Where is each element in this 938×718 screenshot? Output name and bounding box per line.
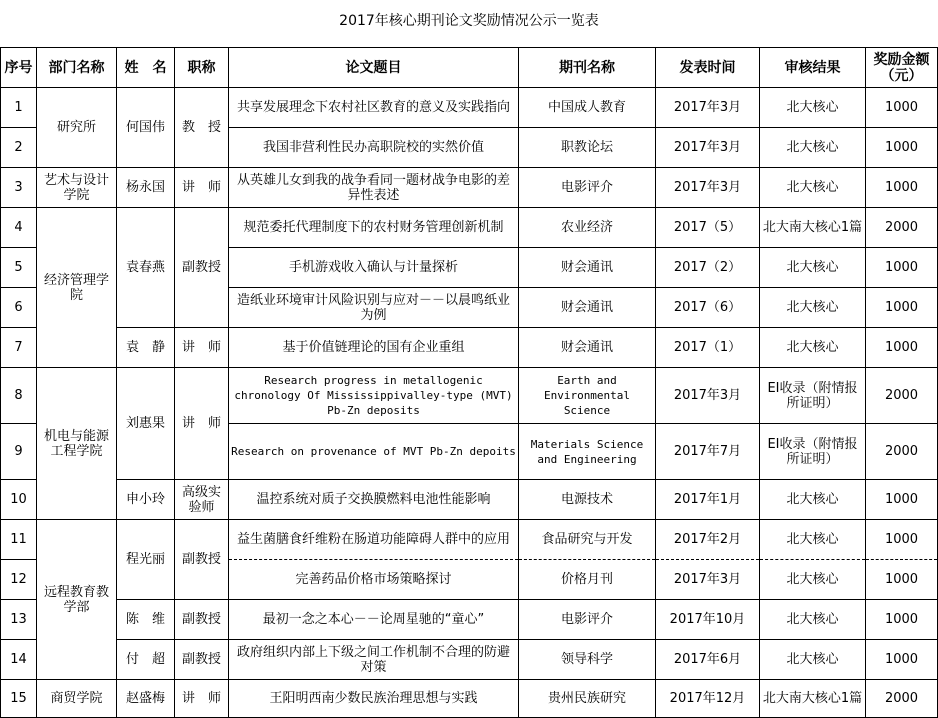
cell-amount: 2000 — [866, 424, 938, 480]
cell-result: 北大核心 — [760, 640, 866, 680]
cell-rank: 副教授 — [175, 520, 229, 600]
cell-result: 北大南大核心1篇 — [760, 208, 866, 248]
cell-rank: 讲 师 — [175, 168, 229, 208]
header-amount: 奖励金额（元） — [866, 48, 938, 88]
cell-date: 2017年3月 — [656, 88, 760, 128]
cell-rank: 副教授 — [175, 640, 229, 680]
cell-journal: 财会通讯 — [519, 288, 656, 328]
cell-journal: 农业经济 — [519, 208, 656, 248]
cell-no: 10 — [1, 480, 37, 520]
cell-no: 4 — [1, 208, 37, 248]
cell-amount: 1000 — [866, 248, 938, 288]
cell-no: 9 — [1, 424, 37, 480]
cell-journal: 电影评介 — [519, 168, 656, 208]
cell-result: 北大核心 — [760, 248, 866, 288]
cell-date: 2017年6月 — [656, 640, 760, 680]
cell-no: 8 — [1, 368, 37, 424]
cell-date: 2017（2） — [656, 248, 760, 288]
cell-journal: 食品研究与开发 — [519, 520, 656, 560]
cell-date: 2017年10月 — [656, 600, 760, 640]
cell-no: 6 — [1, 288, 37, 328]
cell-rank: 教 授 — [175, 88, 229, 168]
header-row — [1, 48, 938, 88]
cell-paper: 最初一念之本心－－论周星驰的“童心” — [229, 600, 519, 640]
table-row — [1, 600, 938, 640]
cell-result: 北大核心 — [760, 128, 866, 168]
cell-dept: 商贸学院 — [37, 680, 117, 718]
awards-table — [0, 47, 938, 718]
cell-amount: 1000 — [866, 520, 938, 560]
table-row — [1, 88, 938, 128]
cell-date: 2017（5） — [656, 208, 760, 248]
table-row — [1, 208, 938, 248]
cell-no: 5 — [1, 248, 37, 288]
cell-paper: 造纸业环境审计风险识别与应对－－以晨鸣纸业为例 — [229, 288, 519, 328]
cell-journal: 职教论坛 — [519, 128, 656, 168]
table-row — [1, 640, 938, 680]
cell-amount: 1000 — [866, 600, 938, 640]
cell-amount: 1000 — [866, 640, 938, 680]
cell-date: 2017年3月 — [656, 168, 760, 208]
cell-journal: 领导科学 — [519, 640, 656, 680]
table-row — [1, 328, 938, 368]
table-row — [1, 520, 938, 560]
cell-name: 付 超 — [117, 640, 175, 680]
cell-name: 杨永国 — [117, 168, 175, 208]
cell-no: 3 — [1, 168, 37, 208]
cell-result: EI收录（附情报所证明） — [760, 424, 866, 480]
cell-no: 2 — [1, 128, 37, 168]
table-row — [1, 168, 938, 208]
cell-journal: Earth and Environmental Science — [519, 368, 656, 424]
cell-no: 12 — [1, 560, 37, 600]
cell-rank: 讲 师 — [175, 368, 229, 480]
cell-result: 北大核心 — [760, 328, 866, 368]
header-no: 序号 — [1, 48, 37, 88]
cell-dept: 研究所 — [37, 88, 117, 168]
cell-journal: 价格月刊 — [519, 560, 656, 600]
cell-result: 北大核心 — [760, 88, 866, 128]
cell-journal: 电影评介 — [519, 600, 656, 640]
cell-name: 袁春燕 — [117, 208, 175, 328]
cell-amount: 1000 — [866, 560, 938, 600]
cell-name: 赵盛梅 — [117, 680, 175, 718]
cell-paper: 共享发展理念下农村社区教育的意义及实践指向 — [229, 88, 519, 128]
document-title: 2017年核心期刊论文奖励情况公示一览表 — [339, 13, 599, 29]
cell-journal: 贵州民族研究 — [519, 680, 656, 718]
cell-result: 北大核心 — [760, 520, 866, 560]
cell-name: 程光丽 — [117, 520, 175, 600]
cell-amount: 1000 — [866, 328, 938, 368]
cell-rank: 讲 师 — [175, 328, 229, 368]
cell-no: 7 — [1, 328, 37, 368]
cell-result: 北大核心 — [760, 480, 866, 520]
cell-dept: 经济管理学院 — [37, 208, 117, 368]
cell-result: 北大核心 — [760, 600, 866, 640]
cell-result: 北大南大核心1篇 — [760, 680, 866, 718]
cell-paper: 王阳明西南少数民族治理思想与实践 — [229, 680, 519, 718]
cell-paper: 基于价值链理论的国有企业重组 — [229, 328, 519, 368]
cell-paper: 从英雄儿女到我的战争看同一题材战争电影的差异性表述 — [229, 168, 519, 208]
table-row — [1, 480, 938, 520]
table-row — [1, 368, 938, 424]
cell-dept: 远程教育教学部 — [37, 520, 117, 680]
header-result: 审核结果 — [760, 48, 866, 88]
cell-result: 北大核心 — [760, 560, 866, 600]
cell-date: 2017（6） — [656, 288, 760, 328]
cell-amount: 1000 — [866, 168, 938, 208]
cell-no: 15 — [1, 680, 37, 718]
cell-paper: 手机游戏收入确认与计量探析 — [229, 248, 519, 288]
cell-name: 何国伟 — [117, 88, 175, 168]
cell-paper: 温控系统对质子交换膜燃料电池性能影响 — [229, 480, 519, 520]
cell-result: EI收录（附情报所证明） — [760, 368, 866, 424]
cell-rank: 高级实验师 — [175, 480, 229, 520]
cell-date: 2017年2月 — [656, 520, 760, 560]
cell-dept: 机电与能源工程学院 — [37, 368, 117, 520]
cell-rank: 副教授 — [175, 600, 229, 640]
cell-no: 11 — [1, 520, 37, 560]
cell-date: 2017（1） — [656, 328, 760, 368]
cell-result: 北大核心 — [760, 168, 866, 208]
cell-date: 2017年7月 — [656, 424, 760, 480]
cell-paper: 政府组织内部上下级之间工作机制不合理的防避对策 — [229, 640, 519, 680]
cell-paper: Research progress in metallogenic chronology Of Mississippivalley-type (MVT) Pb-Zn deposits — [229, 368, 519, 424]
cell-paper: 益生菌膳食纤维粉在肠道功能障碍人群中的应用 — [229, 520, 519, 560]
cell-journal: 财会通讯 — [519, 248, 656, 288]
cell-result: 北大核心 — [760, 288, 866, 328]
header-dept: 部门名称 — [37, 48, 117, 88]
cell-date: 2017年3月 — [656, 128, 760, 168]
header-paper: 论文题目 — [229, 48, 519, 88]
cell-journal: Materials Science and Engineering — [519, 424, 656, 480]
cell-no: 13 — [1, 600, 37, 640]
cell-journal: 中国成人教育 — [519, 88, 656, 128]
cell-paper: Research on provenance of MVT Pb-Zn depoits — [229, 424, 519, 480]
cell-paper: 规范委托代理制度下的农村财务管理创新机制 — [229, 208, 519, 248]
cell-date: 2017年3月 — [656, 368, 760, 424]
cell-amount: 2000 — [866, 368, 938, 424]
cell-date: 2017年12月 — [656, 680, 760, 718]
cell-no: 14 — [1, 640, 37, 680]
header-name: 姓 名 — [117, 48, 175, 88]
cell-dept: 艺术与设计学院 — [37, 168, 117, 208]
cell-rank: 副教授 — [175, 208, 229, 328]
cell-date: 2017年3月 — [656, 560, 760, 600]
cell-date: 2017年1月 — [656, 480, 760, 520]
cell-paper: 我国非营利性民办高职院校的实然价值 — [229, 128, 519, 168]
header-rank: 职称 — [175, 48, 229, 88]
cell-journal: 电源技术 — [519, 480, 656, 520]
cell-name: 袁 静 — [117, 328, 175, 368]
cell-amount: 1000 — [866, 480, 938, 520]
cell-name: 陈 维 — [117, 600, 175, 640]
cell-name: 刘惠果 — [117, 368, 175, 480]
table-row — [1, 680, 938, 718]
cell-rank: 讲 师 — [175, 680, 229, 718]
cell-amount: 1000 — [866, 288, 938, 328]
header-date: 发表时间 — [656, 48, 760, 88]
header-journal: 期刊名称 — [519, 48, 656, 88]
cell-paper: 完善药品价格市场策略探讨 — [229, 560, 519, 600]
cell-name: 申小玲 — [117, 480, 175, 520]
cell-amount: 2000 — [866, 680, 938, 718]
cell-amount: 2000 — [866, 208, 938, 248]
cell-amount: 1000 — [866, 88, 938, 128]
cell-journal: 财会通讯 — [519, 328, 656, 368]
cell-amount: 1000 — [866, 128, 938, 168]
cell-no: 1 — [1, 88, 37, 128]
